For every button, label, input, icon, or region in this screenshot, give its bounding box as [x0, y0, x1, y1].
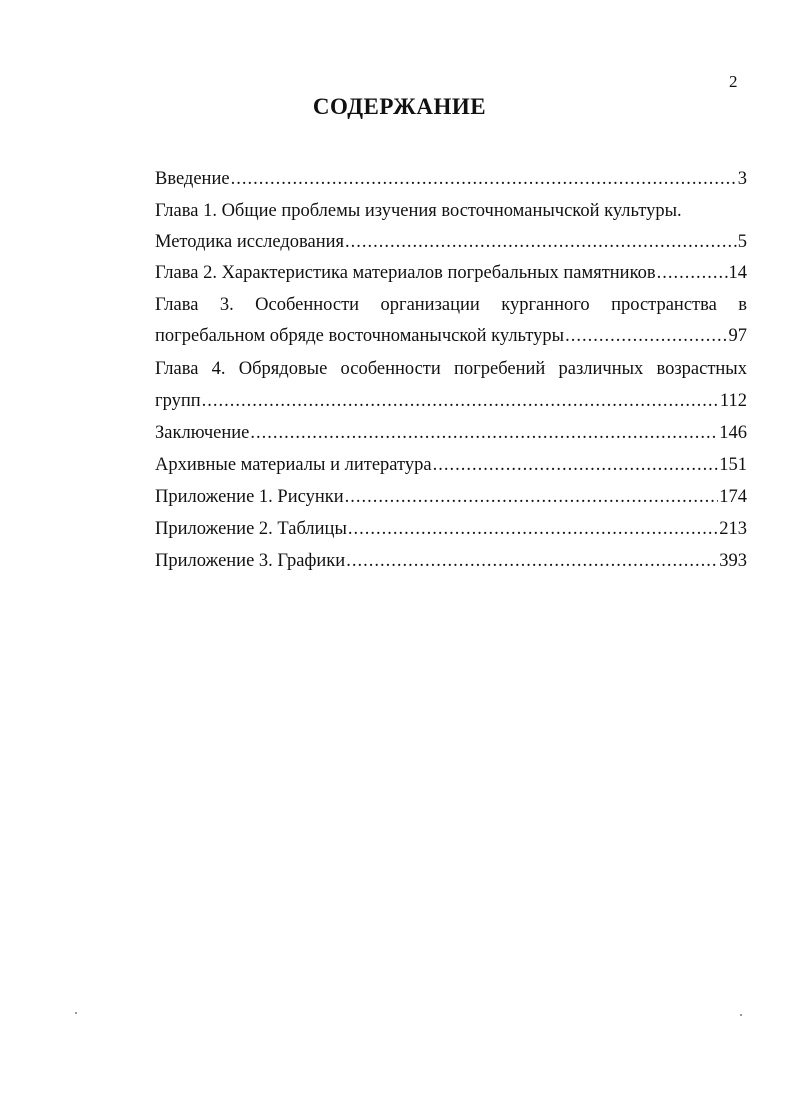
toc-entry-label: Приложение 1. Рисунки: [155, 487, 344, 507]
toc-entry-chapter-1: [155, 229, 747, 255]
scan-speck: [75, 1012, 77, 1014]
toc-leader-dots: [345, 484, 719, 510]
toc-entry-label: Архивные материалы и литература: [155, 455, 432, 475]
page-number: 2: [729, 72, 738, 91]
toc-entry-label: погребальном обряде восточноманычской культуры: [155, 326, 565, 346]
toc-entry-label: групп: [155, 391, 201, 411]
toc-entry-page: 3: [737, 169, 747, 189]
toc-entry-page: 5: [737, 232, 747, 252]
toc-entry-label: Приложение 3. Графики: [155, 551, 346, 571]
toc-leader-dots: [250, 420, 718, 446]
toc-leader-dots: [345, 229, 737, 255]
page-title: СОДЕРЖАНИЕ: [312, 94, 487, 119]
toc-entry-chapter-1-line-1: Глава 1. Общие проблемы изучения восточноманычской культуры.: [155, 201, 682, 221]
toc-entry-page: 112: [719, 391, 747, 411]
toc-entry-chapter-4: [155, 388, 747, 414]
toc-entry-label: Заключение: [155, 423, 250, 443]
toc-leader-dots: [231, 166, 737, 192]
toc-entry-page: 213: [719, 519, 747, 539]
toc-entry-page: 393: [719, 551, 747, 571]
toc-entry-conclusion: [155, 420, 747, 446]
toc-leader-dots: [433, 452, 719, 478]
toc-leader-dots: [202, 388, 719, 414]
toc-leader-dots: [346, 548, 718, 574]
toc-entry-page: 174: [719, 487, 747, 507]
toc-entry-label: Введение: [155, 169, 230, 189]
toc-leader-dots: [657, 260, 728, 286]
toc-entry-chapter-3: [155, 323, 747, 349]
toc-entry-chapter-2: [155, 260, 747, 286]
toc-entry-label: Глава 2. Характеристика материалов погребальных памятников: [155, 263, 656, 283]
toc-entry-page: 146: [719, 423, 747, 443]
toc-entry-chapter-3-line-1: Глава 3. Особенности организации курганного пространства в: [155, 295, 747, 315]
toc-entry-page: 14: [728, 263, 747, 283]
toc-entry-appendix-2: [155, 516, 747, 542]
toc-entry-page: 151: [719, 455, 747, 475]
toc-leader-dots: [565, 323, 727, 349]
scan-speck: [740, 1014, 742, 1016]
toc-leader-dots: [348, 516, 718, 542]
toc-entry-appendix-3: [155, 548, 747, 574]
toc-entry-label: Методика исследования: [155, 232, 345, 252]
toc-entry-archives-literature: [155, 452, 747, 478]
toc-entry-appendix-1: [155, 484, 747, 510]
toc-entry-introduction: [155, 166, 747, 192]
toc-entry-page: 97: [728, 326, 747, 346]
toc-entry-label: Приложение 2. Таблицы: [155, 519, 347, 539]
toc-entry-chapter-4-line-1: Глава 4. Обрядовые особенности погребений различных возрастных: [155, 359, 747, 379]
